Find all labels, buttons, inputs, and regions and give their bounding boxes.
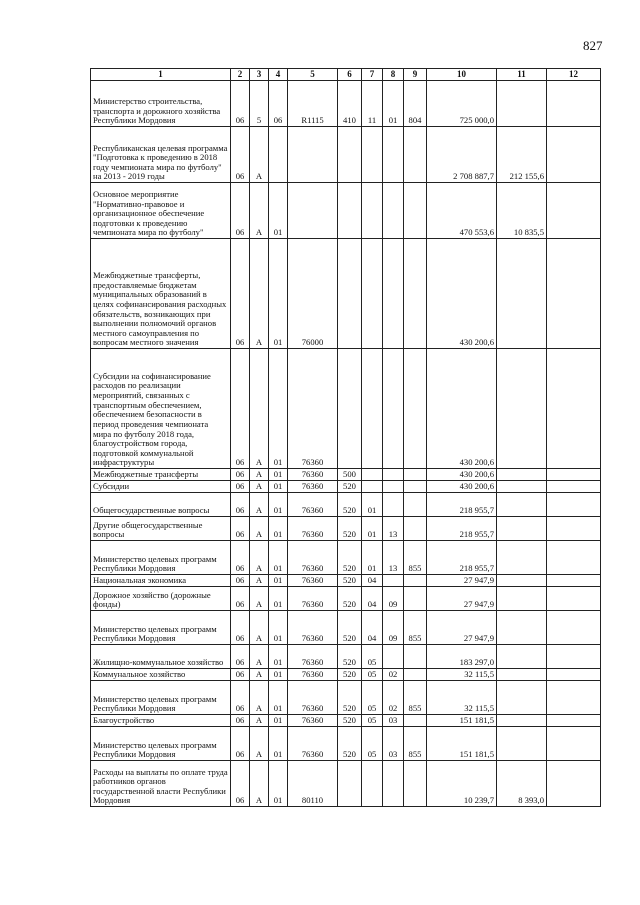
cell-program: А xyxy=(250,575,269,587)
cell-program: А xyxy=(250,715,269,727)
col-header: 7 xyxy=(362,69,383,81)
cell-section: 06 xyxy=(231,715,250,727)
cell-chapter: 01 xyxy=(362,493,383,517)
cell-subprogram: 01 xyxy=(269,575,288,587)
cell-chapter: 05 xyxy=(362,681,383,715)
cell-section: 06 xyxy=(231,469,250,481)
cell-section: 06 xyxy=(231,239,250,349)
cell-amount: 32 115,5 xyxy=(427,669,497,681)
cell-chapter: 04 xyxy=(362,587,383,611)
cell-expense-type: 520 xyxy=(338,541,362,575)
cell-amount-3 xyxy=(547,761,601,807)
table-row xyxy=(91,493,601,517)
cell-target-article xyxy=(288,127,338,183)
cell-amount: 27 947,9 xyxy=(427,611,497,645)
cell-chapter xyxy=(362,761,383,807)
cell-subprogram: 01 xyxy=(269,681,288,715)
cell-target-article: R1115 xyxy=(288,81,338,127)
cell-chapter xyxy=(362,239,383,349)
table-row xyxy=(91,669,601,681)
cell-amount-3 xyxy=(547,81,601,127)
cell-program: А xyxy=(250,481,269,493)
row-name: Министерство целевых программ Республики Мордовия xyxy=(91,681,231,715)
cell-program: А xyxy=(250,587,269,611)
col-header: 11 xyxy=(497,69,547,81)
col-header: 4 xyxy=(269,69,288,81)
cell-subprogram: 01 xyxy=(269,349,288,469)
cell-amount-3 xyxy=(547,541,601,575)
cell-section: 06 xyxy=(231,517,250,541)
cell-subprogram: 01 xyxy=(269,183,288,239)
cell-subchapter: 13 xyxy=(383,541,404,575)
cell-expense-type: 520 xyxy=(338,681,362,715)
cell-amount: 430 200,6 xyxy=(427,481,497,493)
cell-subchapter: 03 xyxy=(383,715,404,727)
cell-subchapter xyxy=(383,469,404,481)
cell-amount-2 xyxy=(497,481,547,493)
cell-amount-3 xyxy=(547,239,601,349)
cell-subchapter: 02 xyxy=(383,681,404,715)
cell-amount-2 xyxy=(497,469,547,481)
cell-program: А xyxy=(250,761,269,807)
cell-expense-type: 520 xyxy=(338,517,362,541)
cell-target-article: 76360 xyxy=(288,469,338,481)
cell-subprogram: 01 xyxy=(269,517,288,541)
cell-ministry xyxy=(404,127,427,183)
table-row xyxy=(91,127,601,183)
cell-chapter xyxy=(362,349,383,469)
row-name: Межбюджетные трансферты, предоставляемые бюджетам муниципальных образований в целях софинансирования расходных обязательств, возникающих при выполнении полномочий органов местного самоуправления по вопросам местного значения xyxy=(91,239,231,349)
row-name: Субсидии на софинансирование расходов по реализации мероприятий, связанных с транспортным обеспечением, обеспечением безопасности в период проведения чемпионата мира по футболу 2018 года, благоустройством города, подготовкой коммунальной инфраструктуры xyxy=(91,349,231,469)
row-name: Национальная экономика xyxy=(91,575,231,587)
cell-program: А xyxy=(250,541,269,575)
cell-ministry xyxy=(404,239,427,349)
cell-target-article: 76360 xyxy=(288,611,338,645)
cell-ministry: 855 xyxy=(404,727,427,761)
cell-expense-type xyxy=(338,239,362,349)
cell-section: 06 xyxy=(231,761,250,807)
cell-expense-type: 520 xyxy=(338,669,362,681)
cell-target-article: 76360 xyxy=(288,727,338,761)
table-header-row xyxy=(91,69,601,81)
cell-ministry: 855 xyxy=(404,611,427,645)
cell-amount: 10 239,7 xyxy=(427,761,497,807)
cell-amount-2 xyxy=(497,493,547,517)
table-row xyxy=(91,81,601,127)
row-name: Республиканская целевая программа "Подготовка к проведению в 2018 году чемпионата мира по футболу" на 2013 - 2019 годы xyxy=(91,127,231,183)
cell-section: 06 xyxy=(231,587,250,611)
cell-amount: 430 200,6 xyxy=(427,239,497,349)
cell-amount-2 xyxy=(497,727,547,761)
table-row xyxy=(91,587,601,611)
col-header: 9 xyxy=(404,69,427,81)
cell-amount-3 xyxy=(547,669,601,681)
table-row xyxy=(91,645,601,669)
cell-subprogram: 01 xyxy=(269,493,288,517)
cell-target-article: 76360 xyxy=(288,481,338,493)
cell-expense-type: 520 xyxy=(338,645,362,669)
cell-amount-3 xyxy=(547,611,601,645)
cell-ministry xyxy=(404,183,427,239)
cell-amount-2 xyxy=(497,541,547,575)
cell-subchapter xyxy=(383,645,404,669)
cell-section: 06 xyxy=(231,575,250,587)
table-row xyxy=(91,761,601,807)
cell-subchapter: 01 xyxy=(383,81,404,127)
row-name: Благоустройство xyxy=(91,715,231,727)
cell-chapter: 05 xyxy=(362,727,383,761)
cell-subprogram: 01 xyxy=(269,727,288,761)
cell-chapter xyxy=(362,127,383,183)
cell-program: А xyxy=(250,127,269,183)
col-header: 1 xyxy=(91,69,231,81)
cell-program: А xyxy=(250,727,269,761)
cell-amount: 218 955,7 xyxy=(427,493,497,517)
cell-expense-type xyxy=(338,183,362,239)
cell-chapter: 11 xyxy=(362,81,383,127)
cell-amount: 218 955,7 xyxy=(427,541,497,575)
cell-target-article: 76360 xyxy=(288,493,338,517)
cell-subprogram: 01 xyxy=(269,761,288,807)
cell-ministry xyxy=(404,469,427,481)
cell-amount: 2 708 887,7 xyxy=(427,127,497,183)
cell-ministry xyxy=(404,587,427,611)
cell-subchapter xyxy=(383,127,404,183)
cell-program: А xyxy=(250,611,269,645)
table-row xyxy=(91,349,601,469)
cell-subchapter xyxy=(383,183,404,239)
cell-target-article: 76360 xyxy=(288,587,338,611)
cell-chapter: 04 xyxy=(362,575,383,587)
cell-ministry xyxy=(404,645,427,669)
cell-subprogram: 01 xyxy=(269,715,288,727)
cell-subprogram: 01 xyxy=(269,541,288,575)
cell-subprogram: 01 xyxy=(269,239,288,349)
cell-program: А xyxy=(250,669,269,681)
cell-ministry xyxy=(404,481,427,493)
row-name: Расходы на выплаты по оплате труда работников органов государственной власти Республики Мордовия xyxy=(91,761,231,807)
cell-subchapter xyxy=(383,575,404,587)
cell-amount-3 xyxy=(547,183,601,239)
cell-section: 06 xyxy=(231,645,250,669)
cell-amount-2 xyxy=(497,681,547,715)
cell-amount: 470 553,6 xyxy=(427,183,497,239)
cell-subchapter xyxy=(383,493,404,517)
cell-ministry: 855 xyxy=(404,541,427,575)
cell-amount-2 xyxy=(497,669,547,681)
cell-expense-type: 520 xyxy=(338,727,362,761)
cell-amount: 151 181,5 xyxy=(427,715,497,727)
table-row xyxy=(91,239,601,349)
cell-target-article: 76000 xyxy=(288,239,338,349)
cell-ministry xyxy=(404,349,427,469)
table-row xyxy=(91,183,601,239)
table-row xyxy=(91,575,601,587)
cell-subprogram: 01 xyxy=(269,611,288,645)
cell-amount-3 xyxy=(547,587,601,611)
cell-target-article xyxy=(288,183,338,239)
cell-chapter: 05 xyxy=(362,715,383,727)
table-row xyxy=(91,481,601,493)
cell-program: А xyxy=(250,239,269,349)
cell-amount-2: 212 155,6 xyxy=(497,127,547,183)
col-header: 10 xyxy=(427,69,497,81)
cell-amount: 27 947,9 xyxy=(427,587,497,611)
cell-target-article: 76360 xyxy=(288,541,338,575)
cell-subprogram: 06 xyxy=(269,81,288,127)
cell-amount-2 xyxy=(497,349,547,469)
cell-subchapter xyxy=(383,761,404,807)
cell-program: А xyxy=(250,493,269,517)
row-name: Коммунальное хозяйство xyxy=(91,669,231,681)
row-name: Министерство целевых программ Республики Мордовия xyxy=(91,611,231,645)
cell-subprogram: 01 xyxy=(269,587,288,611)
cell-target-article: 76360 xyxy=(288,645,338,669)
cell-amount: 151 181,5 xyxy=(427,727,497,761)
table-row xyxy=(91,469,601,481)
cell-subchapter: 02 xyxy=(383,669,404,681)
cell-chapter: 01 xyxy=(362,541,383,575)
cell-chapter: 05 xyxy=(362,669,383,681)
cell-ministry xyxy=(404,517,427,541)
cell-amount-3 xyxy=(547,469,601,481)
cell-section: 06 xyxy=(231,541,250,575)
cell-expense-type: 520 xyxy=(338,481,362,493)
row-name: Общегосударственные вопросы xyxy=(91,493,231,517)
col-header: 6 xyxy=(338,69,362,81)
cell-expense-type xyxy=(338,761,362,807)
cell-program: 5 xyxy=(250,81,269,127)
cell-amount-3 xyxy=(547,481,601,493)
table-row xyxy=(91,541,601,575)
cell-target-article: 76360 xyxy=(288,681,338,715)
cell-amount: 430 200,6 xyxy=(427,349,497,469)
cell-amount: 725 000,0 xyxy=(427,81,497,127)
cell-amount-2: 8 393,0 xyxy=(497,761,547,807)
cell-section: 06 xyxy=(231,611,250,645)
cell-amount: 430 200,6 xyxy=(427,469,497,481)
cell-ministry: 804 xyxy=(404,81,427,127)
row-name: Субсидии xyxy=(91,481,231,493)
cell-amount-2 xyxy=(497,575,547,587)
row-name: Дорожное хозяйство (дорожные фонды) xyxy=(91,587,231,611)
row-name: Министерство целевых программ Республики Мордовия xyxy=(91,727,231,761)
cell-chapter xyxy=(362,469,383,481)
cell-chapter xyxy=(362,481,383,493)
cell-subchapter: 03 xyxy=(383,727,404,761)
cell-section: 06 xyxy=(231,127,250,183)
cell-amount-2 xyxy=(497,239,547,349)
cell-amount-2: 10 835,5 xyxy=(497,183,547,239)
cell-ministry xyxy=(404,761,427,807)
cell-subchapter xyxy=(383,349,404,469)
cell-subprogram: 01 xyxy=(269,669,288,681)
cell-program: А xyxy=(250,517,269,541)
cell-amount: 183 297,0 xyxy=(427,645,497,669)
table-row xyxy=(91,517,601,541)
cell-chapter: 01 xyxy=(362,517,383,541)
cell-program: А xyxy=(250,645,269,669)
cell-subchapter: 09 xyxy=(383,611,404,645)
cell-expense-type: 520 xyxy=(338,575,362,587)
cell-amount-2 xyxy=(497,715,547,727)
cell-section: 06 xyxy=(231,81,250,127)
cell-target-article: 76360 xyxy=(288,669,338,681)
col-header: 2 xyxy=(231,69,250,81)
cell-subchapter: 09 xyxy=(383,587,404,611)
cell-ministry xyxy=(404,669,427,681)
page-number: 827 xyxy=(583,38,603,53)
cell-program: А xyxy=(250,681,269,715)
cell-target-article: 80110 xyxy=(288,761,338,807)
cell-ministry xyxy=(404,493,427,517)
cell-amount: 218 955,7 xyxy=(427,517,497,541)
cell-section: 06 xyxy=(231,669,250,681)
budget-table xyxy=(90,68,601,807)
row-name: Жилищно-коммунальное хозяйство xyxy=(91,645,231,669)
cell-amount-2 xyxy=(497,645,547,669)
cell-ministry xyxy=(404,575,427,587)
cell-section: 06 xyxy=(231,183,250,239)
cell-subprogram: 01 xyxy=(269,469,288,481)
cell-subchapter xyxy=(383,239,404,349)
cell-amount: 27 947,9 xyxy=(427,575,497,587)
col-header: 3 xyxy=(250,69,269,81)
col-header: 5 xyxy=(288,69,338,81)
col-header: 12 xyxy=(547,69,601,81)
cell-subprogram: 01 xyxy=(269,645,288,669)
cell-expense-type: 520 xyxy=(338,715,362,727)
row-name: Другие общегосударственные вопросы xyxy=(91,517,231,541)
row-name: Министерство строительства, транспорта и дорожного хозяйства Республики Мордовия xyxy=(91,81,231,127)
row-name: Основное мероприятие "Нормативно-правовое и организационное обеспечение подготовки к проведению чемпионата мира по футболу" xyxy=(91,183,231,239)
cell-amount-3 xyxy=(547,575,601,587)
cell-amount-3 xyxy=(547,517,601,541)
cell-ministry: 855 xyxy=(404,681,427,715)
cell-program: А xyxy=(250,469,269,481)
row-name: Межбюджетные трансферты xyxy=(91,469,231,481)
cell-amount-2 xyxy=(497,517,547,541)
table-row xyxy=(91,681,601,715)
table-row xyxy=(91,715,601,727)
cell-subprogram: 01 xyxy=(269,481,288,493)
cell-section: 06 xyxy=(231,349,250,469)
table-row xyxy=(91,727,601,761)
cell-amount-3 xyxy=(547,127,601,183)
cell-amount-2 xyxy=(497,611,547,645)
cell-target-article: 76360 xyxy=(288,517,338,541)
cell-expense-type: 520 xyxy=(338,611,362,645)
cell-amount-2 xyxy=(497,587,547,611)
cell-program: А xyxy=(250,349,269,469)
cell-expense-type xyxy=(338,349,362,469)
cell-chapter: 05 xyxy=(362,645,383,669)
cell-section: 06 xyxy=(231,681,250,715)
cell-chapter: 04 xyxy=(362,611,383,645)
cell-target-article: 76360 xyxy=(288,575,338,587)
cell-expense-type xyxy=(338,127,362,183)
cell-amount-3 xyxy=(547,645,601,669)
cell-ministry xyxy=(404,715,427,727)
cell-section: 06 xyxy=(231,481,250,493)
cell-expense-type: 520 xyxy=(338,587,362,611)
cell-target-article: 76360 xyxy=(288,715,338,727)
table-row xyxy=(91,611,601,645)
cell-amount-3 xyxy=(547,493,601,517)
cell-expense-type: 520 xyxy=(338,493,362,517)
cell-amount-2 xyxy=(497,81,547,127)
row-name: Министерство целевых программ Республики Мордовия xyxy=(91,541,231,575)
cell-amount-3 xyxy=(547,681,601,715)
cell-target-article: 76360 xyxy=(288,349,338,469)
cell-chapter xyxy=(362,183,383,239)
col-header: 8 xyxy=(383,69,404,81)
cell-section: 06 xyxy=(231,493,250,517)
cell-amount: 32 115,5 xyxy=(427,681,497,715)
cell-amount-3 xyxy=(547,715,601,727)
cell-amount-3 xyxy=(547,349,601,469)
cell-program: А xyxy=(250,183,269,239)
cell-expense-type: 410 xyxy=(338,81,362,127)
cell-amount-3 xyxy=(547,727,601,761)
cell-subprogram xyxy=(269,127,288,183)
cell-section: 06 xyxy=(231,727,250,761)
cell-subchapter xyxy=(383,481,404,493)
cell-expense-type: 500 xyxy=(338,469,362,481)
cell-subchapter: 13 xyxy=(383,517,404,541)
